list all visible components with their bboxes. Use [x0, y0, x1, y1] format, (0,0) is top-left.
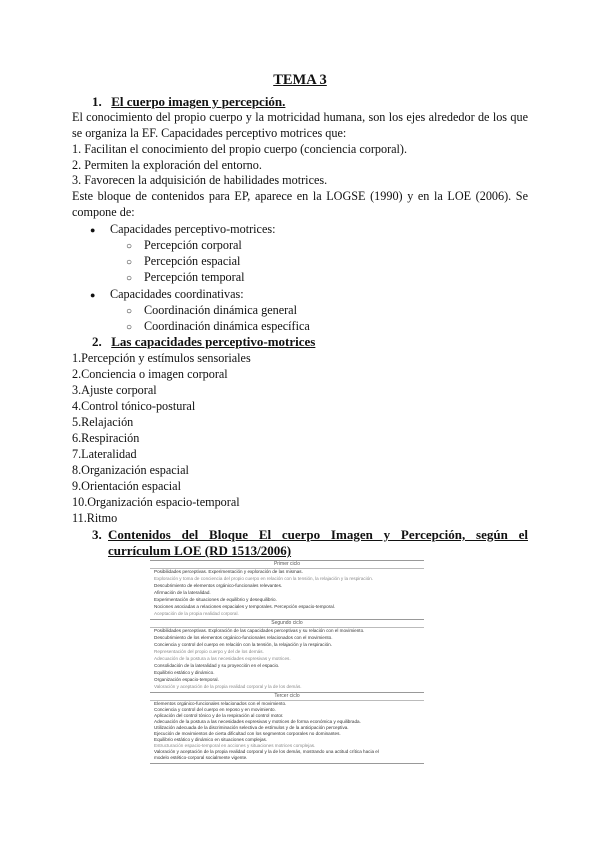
section-2-heading [92, 334, 315, 350]
capacity-item: 3.Ajuste corporal [72, 383, 157, 397]
table-row: Organización espacio-temporal. [154, 677, 219, 682]
table-row: Equilibrio estático y dinámico en situaciones complejas. [154, 737, 268, 742]
sub-bullet-label: Percepción espacial [144, 254, 241, 268]
bullet-label: Capacidades coordinativas: [110, 287, 244, 301]
document-title: TEMA 3 [273, 72, 327, 88]
section-2-number: 2. [92, 334, 102, 349]
section-1-heading [92, 94, 285, 110]
table-bottom-border [150, 763, 424, 764]
sub-bullet-label: Coordinación dinámica general [144, 303, 297, 317]
table-row: modelo estético-corporal socialmente vigente. [154, 755, 248, 760]
intro-line-2: se organiza la EF. Capacidades perceptivo motrices que: [72, 126, 347, 140]
section-3-title-line-1: Contenidos del Bloque El cuerpo Imagen y Percepción, según el [108, 527, 528, 542]
table-row: Consolidación de la lateralidad y su proyección en el espacio. [154, 663, 280, 668]
table-row: Utilización adecuada de la discriminación selectiva de estímulos y de la anticipación perceptiva. [154, 725, 349, 730]
sub-bullet-label: Percepción corporal [144, 238, 242, 252]
table-row: Posibilidades perceptivas. Experimentación y exploración de las mismas. [154, 569, 303, 574]
sub-bullet-label: Coordinación dinámica específica [144, 319, 310, 333]
curriculum-contents-table [150, 560, 424, 764]
capacity-item: 6.Respiración [72, 431, 140, 445]
bullet-coordinativas [90, 286, 244, 303]
block-line-1: Este bloque de contenidos para EP, aparece en la LOGSE (1990) y en la LOE (2006). Se [72, 189, 528, 203]
table-row: Aplicación del control tónico y de la respiración al control motor. [154, 713, 284, 718]
capacity-item: 7.Lateralidad [72, 447, 137, 461]
intro-item-3: 3. Favorecen la adquisición de habilidades motrices. [72, 173, 328, 187]
capacity-item: 9.Orientación espacial [72, 479, 181, 493]
section-3-number: 3. [92, 527, 102, 542]
capacity-item: 4.Control tónico-postural [72, 399, 196, 413]
sub-bullet-label: Percepción temporal [144, 270, 245, 284]
circle-bullet-icon: ○ [126, 241, 133, 252]
table-row: Adecuación de la postura a las necesidades expresivas y motrices de forma económica y equilibrada. [154, 719, 361, 724]
table-row: Valoración y aceptación de la propia realidad corporal y la de los demás, mostrando una actitud crítica hacia el [154, 749, 379, 754]
table-row: Aceptación de la propia realidad corporal. [154, 611, 239, 616]
section-1-number: 1. [92, 94, 102, 109]
capacity-item: 1.Percepción y estímulos sensoriales [72, 351, 251, 365]
table-section-title: Segundo ciclo [150, 619, 424, 628]
table-row: Descubrimiento de elementos orgánico-funcionales relevantes. [154, 583, 283, 588]
intro-line-1: El conocimiento del propio cuerpo y la motricidad humana, son los ejes alrededor de los que [72, 110, 528, 124]
table-row: Conciencia y control del cuerpo en relación con la tensión, la relajación y la respiración. [154, 642, 332, 647]
table-row: Posibilidades perceptivas. Exploración de las capacidades perceptivas y su relación con el movimiento. [154, 628, 365, 633]
circle-bullet-icon: ○ [126, 306, 133, 317]
table-section-title: Tercer ciclo [150, 692, 424, 701]
bullet-perceptivo-motrices [90, 221, 275, 238]
bullet-dot-icon: ● [90, 290, 96, 300]
table-row: Descubrimiento de los elementos orgánico-funcionales relacionados con el movimiento. [154, 635, 333, 640]
bullet-dot-icon: ● [90, 225, 96, 235]
table-row: Nociones asociadas a relaciones espaciales y temporales. Percepción espacio-temporal. [154, 604, 336, 609]
capacity-item: 5.Relajación [72, 415, 134, 429]
block-line-2: compone de: [72, 205, 135, 219]
circle-bullet-icon: ○ [126, 273, 133, 284]
capacity-item: 10.Organización espacio-temporal [72, 495, 240, 509]
capacity-item: 8.Organización espacial [72, 463, 189, 477]
table-row: Equilibrio estático y dinámico. [154, 670, 215, 675]
sub-bullet [126, 269, 245, 287]
section-3-heading [92, 527, 528, 559]
circle-bullet-icon: ○ [126, 322, 133, 333]
table-section-title: Primer ciclo [150, 560, 424, 569]
intro-item-2: 2. Permiten la exploración del entorno. [72, 158, 262, 172]
table-row: Afirmación de la lateralidad. [154, 590, 211, 595]
intro-item-1: 1. Facilitan el conocimiento del propio cuerpo (conciencia corporal). [72, 142, 408, 156]
table-row: Valoración y aceptación de la propia realidad corporal y la de los demás. [154, 684, 302, 689]
capacity-item: 2.Conciencia o imagen corporal [72, 367, 228, 381]
table-row: Experimentación de situaciones de equilibrio y desequilibrio. [154, 597, 277, 602]
table-row: Conciencia y control del cuerpo en reposo y en movimiento. [154, 707, 276, 712]
section-3-title-line-2: currículum LOE (RD 1513/2006) [108, 543, 292, 558]
table-row: Exploración y toma de conciencia del propio cuerpo en relación con la tensión, la relajación y la respiración. [154, 576, 374, 581]
circle-bullet-icon: ○ [126, 257, 133, 268]
table-row: Representación del propio cuerpo y del de los demás. [154, 649, 264, 654]
table-row: Ejecución de movimientos de cierta dificultad con los segmentos corporales no dominantes. [154, 731, 341, 736]
table-row: Elementos orgánico-funcionales relacionados con el movimiento. [154, 701, 287, 706]
capacity-item: 11.Ritmo [72, 511, 118, 525]
bullet-label: Capacidades perceptivo-motrices: [110, 222, 276, 236]
section-1-title: El cuerpo imagen y percepción. [111, 94, 286, 109]
table-row: Estructuración espacio-temporal en acciones y situaciones motrices complejas. [154, 743, 316, 748]
table-row: Adecuación de la postura a las necesidades expresivas y motrices. [154, 656, 291, 661]
section-2-title: Las capacidades perceptivo-motrices [111, 334, 316, 349]
